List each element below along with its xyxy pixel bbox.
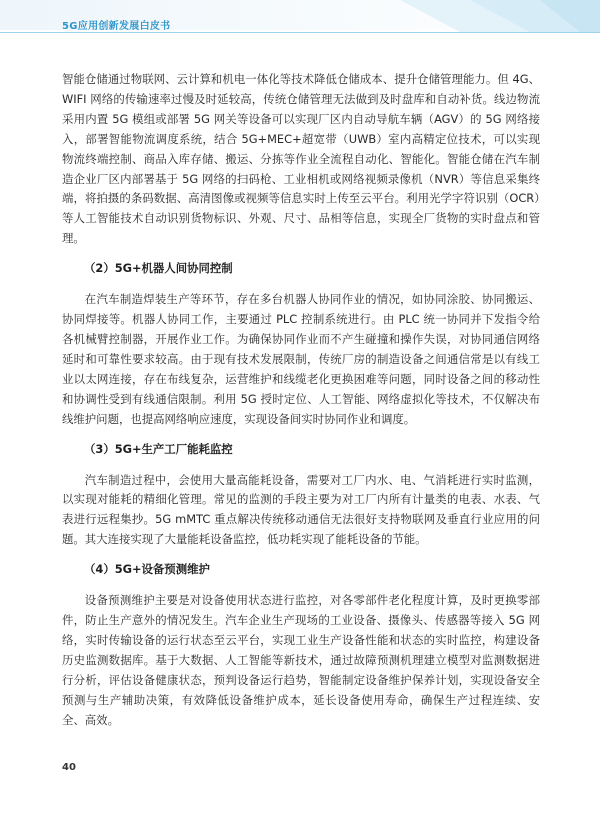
paragraph-robot-collaboration: 在汽车制造焊装生产等环节，存在多台机器人协同作业的情况，如协同涂胶、协同搬运、协同焊接等。机器人协同工作，主要通过 PLC 控制系统进行。由 PLC 统一协同并下发指令给各机械臂控制器，开展作业工作。为确保协同作业而不产生碰撞和操作失误，对协同通信网络延时和可靠性要求较高。由于现有技术发展限制，传统厂房的制造设备之间通信常是以有线工业以太网连接，存在布线复杂，运营维护和线缆老化更换困难等问题，同时设备之间的移动性和协调性受到有线通信限制。利用 5G 授时定位、人工智能、网络虚拟化等技术，不仅解决布线维护问题，也提高网络响应速度，实现设备间实时协同作业和调度。	[62, 292, 540, 426]
paragraph-energy-monitoring: 汽车制造过程中，会使用大量高能耗设备，需要对工厂内水、电、气消耗进行实时监测，以实现对能耗的精细化管理。常见的监测的手段主要为对工厂内所有计量类的电表、水表、气表进行远程集抄。5G mMTC 重点解决传统移动通信无法很好支持物联网及垂直行业应用的问题。其大连接实现了大量能耗设备监控，低功耗实现了能耗设备的节能。	[62, 472, 540, 547]
main-content	[62, 70, 540, 740]
page-number: 40	[62, 762, 76, 773]
section-heading-predictive-maintenance: （4）5G+设备预测维护	[84, 562, 210, 577]
paragraph-intro: 智能仓储通过物联网、云计算和机电一体化等技术降低仓储成本、提升仓储管理能力。但 4G、WIFI 网络的传输速率过慢及时延较高，传统仓储管理无法做到及时盘库和自动补货。线边物流采用内置 5G 模组或部署 5G 网关等设备可以实现厂区内自动导航车辆（AGV）的 5G 网络接入，部署智能物流调度系统，结合 5G+MEC+超宽带（UWB）室内高精定位技术，可以实现物流终端控制、商品入库存储、搬运、分拣等作业全流程自动化、智能化。智能仓储在汽车制造企业厂区内部署基于 5G 网络的扫码枪、工业相机或网络视频录像机（NVR）等信息采集终端，将拍摄的条码数据、高清图像或视频等信息实时上传至云平台。利用光学字符识别（OCR）等人工智能技术自动识别货物标识、外观、尺寸、品相等信息，实现全厂货物的实时盘点和管理。	[62, 72, 540, 246]
header-decoration	[340, 0, 600, 32]
paragraph-predictive-maintenance: 设备预测维护主要是对设备使用状态进行监控，对各零部件老化程度计算，及时更换零部件，防止生产意外的情况发生。汽车企业生产现场的工业设备、摄像头、传感器等接入 5G 网络，实时传输设备的运行状态至云平台，实现工业生产设备性能和状态的实时监控，构建设备历史监测数据库。基于大数据、人工智能等新技术，通过故障预测机理建立模型对监测数据进行分析，评估设备健康状态，预判设备运行趋势，智能制定设备维护保养计划，实现设备安全预测与生产辅助决策，有效降低设备维护成本，延长设备使用寿命，确保生产过程连续、安全、高效。	[62, 593, 540, 727]
page-header	[0, 0, 600, 58]
section-heading-robot-collaboration: （2）5G+机器人间协同控制	[84, 261, 233, 276]
section-heading-energy-monitoring: （3）5G+生产工厂能耗监控	[84, 441, 233, 456]
document-title: 5G应用创新发展白皮书	[62, 21, 171, 32]
header-divider	[0, 32, 600, 33]
